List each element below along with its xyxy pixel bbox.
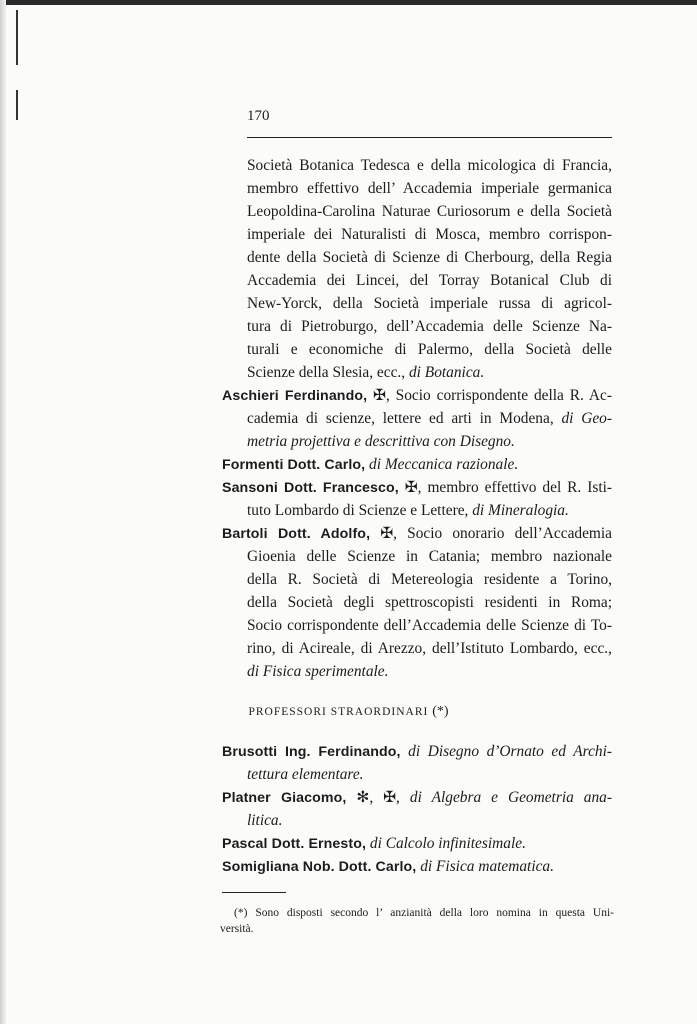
text-line: tura di Pietroburgo, dell’Accademia delle Scienze Na- <box>247 318 612 335</box>
text-line: dente della Società di Scienze di Cherbourg, della Regia <box>247 249 612 266</box>
header-rule <box>247 137 612 138</box>
page-number: 170 <box>247 108 270 124</box>
text-line: membro effettivo dell’ Accademia imperiale germanica <box>247 180 612 197</box>
binding-mark <box>16 90 18 120</box>
binding-mark <box>16 10 18 65</box>
section-heading: PROFESSORI STRAORDINARI (*) <box>248 704 449 719</box>
person-name: Platner Giacomo, <box>222 790 347 806</box>
entry-pascal: Pascal Dott. Ernesto, di Calcolo infinitesimale. <box>222 835 526 852</box>
person-name: Pascal Dott. Ernesto, <box>222 836 367 852</box>
page-left-edge <box>0 0 6 1024</box>
text-line: Accademia dei Lincei, del Torray Botanical Club di <box>247 272 612 289</box>
person-name: Aschieri Ferdinando, <box>222 388 368 404</box>
text-line: New-Yorck, della Società imperiale russa di agricol- <box>247 295 612 312</box>
footnote <box>220 905 614 937</box>
person-name: Formenti Dott. Carlo, <box>222 457 366 473</box>
page-top-edge <box>0 0 697 5</box>
person-name: Bartoli Dott. Adolfo, <box>222 526 371 542</box>
person-name: Sansoni Dott. Francesco, <box>222 480 399 496</box>
text-line: Società Botanica Tedesca e della micologica di Francia, <box>247 157 612 174</box>
entry-formenti: Formenti Dott. Carlo, di Meccanica razionale. <box>222 456 519 473</box>
footnote-line: (*) Sono disposti secondo l’ anzianità della loro nomina in questa Uni- <box>234 907 614 919</box>
person-name: Brusotti Ing. Ferdinando, <box>222 744 401 760</box>
footnote-rule <box>222 892 286 893</box>
text-line: imperiale dei Naturalisti di Mosca, membro corrispon- <box>247 226 612 243</box>
text-line: Leopoldina-Carolina Naturae Curiosorum e della Società <box>247 203 612 220</box>
footnote-line: versità. <box>220 923 254 935</box>
text-line: turali e economiche di Palermo, della Società delle <box>247 341 612 358</box>
text-line: Scienze della Slesia, ecc., di Botanica. <box>247 364 485 381</box>
person-name: Somigliana Nob. Dott. Carlo, <box>222 859 417 875</box>
entry-somigliana: Somigliana Nob. Dott. Carlo, di Fisica matematica. <box>222 858 554 875</box>
